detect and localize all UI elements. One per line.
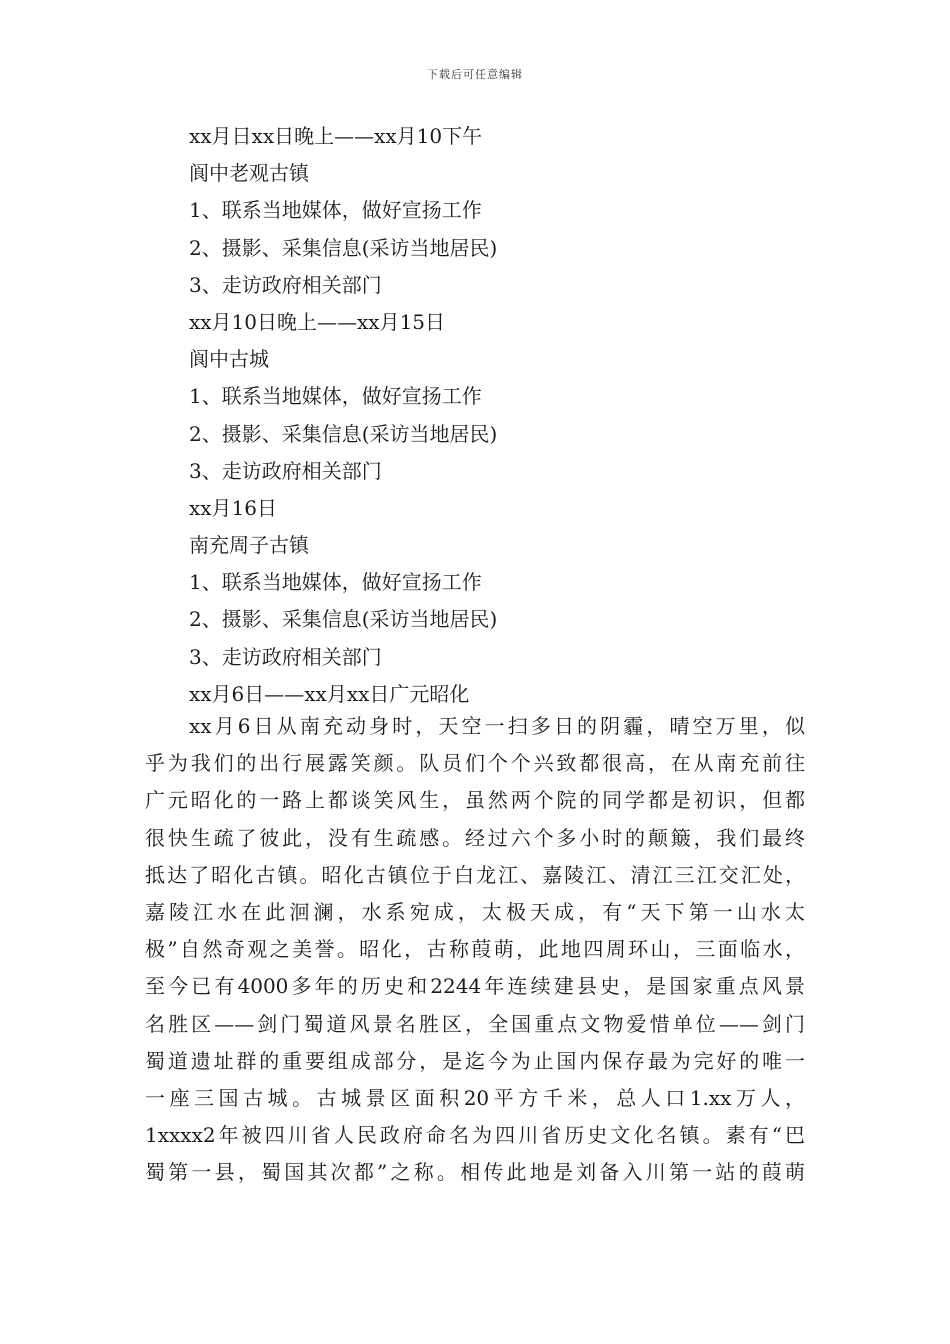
page-header: 下载后可任意编辑 (427, 68, 523, 81)
paragraph-line: 一座三国古城。古城景区面积20平方千米，总人口1.xx万人， (145, 1085, 805, 1110)
schedule-line: 3、走访政府相关部门 (189, 272, 382, 297)
schedule-line: 南充周子古镇 (189, 533, 309, 558)
body-paragraph (145, 708, 805, 1191)
paragraph-line: 1xxxx2年被四川省人民政府命名为四川省历史文化名镇。素有“巴 (145, 1123, 805, 1148)
schedule-line: 1、联系当地媒体，做好宣扬工作 (189, 570, 482, 595)
paragraph-line: 蜀第一县，蜀国其次都”之称。相传此地是刘备入川第一站的葭萌 (145, 1160, 805, 1185)
schedule-line: xx月日xx日晚上——xx月10下午 (189, 124, 483, 148)
schedule-line: xx月6日——xx月xx日广元昭化 (189, 681, 470, 706)
schedule-line: 2、摄影、采集信息(采访当地居民) (189, 235, 498, 260)
schedule-line: 1、联系当地媒体，做好宣扬工作 (189, 198, 482, 223)
schedule-line: 阆中老观古镇 (189, 161, 309, 186)
paragraph-line: 名胜区——剑门蜀道风景名胜区，全国重点文物爱惜单位——剑门 (145, 1011, 805, 1036)
schedule-list (189, 118, 497, 713)
paragraph-line: 嘉陵江水在此洄澜，水系宛成，太极天成，有“天下第一山水太 (145, 899, 805, 924)
paragraph-line: 很快生疏了彼此，没有生疏感。经过六个多小时的颠簸，我们最终 (145, 825, 805, 850)
paragraph-line: xx月6日从南充动身时，天空一扫多日的阴霾，晴空万里，似 (189, 714, 805, 738)
schedule-line: 1、联系当地媒体，做好宣扬工作 (189, 384, 482, 409)
schedule-line: 2、摄影、采集信息(采访当地居民) (189, 421, 498, 446)
schedule-line: xx月16日 (189, 495, 278, 520)
paragraph-line: 抵达了昭化古镇。昭化古镇位于白龙江、嘉陵江、清江三江交汇处， (145, 862, 805, 887)
schedule-line: 2、摄影、采集信息(采访当地居民) (189, 607, 498, 632)
schedule-line: xx月10日晚上——xx月15日 (189, 309, 446, 334)
paragraph-line: 蜀道遗址群的重要组成部分，是迄今为止国内保存最为完好的唯一 (145, 1048, 805, 1073)
schedule-line: 阆中古城 (189, 347, 269, 372)
paragraph-line: 至今已有4000多年的历史和2244年连续建县史，是国家重点风景 (145, 974, 805, 999)
schedule-line: 3、走访政府相关部门 (189, 644, 382, 669)
schedule-line: 3、走访政府相关部门 (189, 458, 382, 483)
paragraph-line: 乎为我们的出行展露笑颜。队员们个个兴致都很高，在从南充前往 (145, 751, 805, 776)
paragraph-line: 广元昭化的一路上都谈笑风生，虽然两个院的同学都是初识，但都 (145, 788, 805, 813)
paragraph-line: 极”自然奇观之美誉。昭化，古称葭萌，此地四周环山，三面临水， (145, 937, 805, 962)
